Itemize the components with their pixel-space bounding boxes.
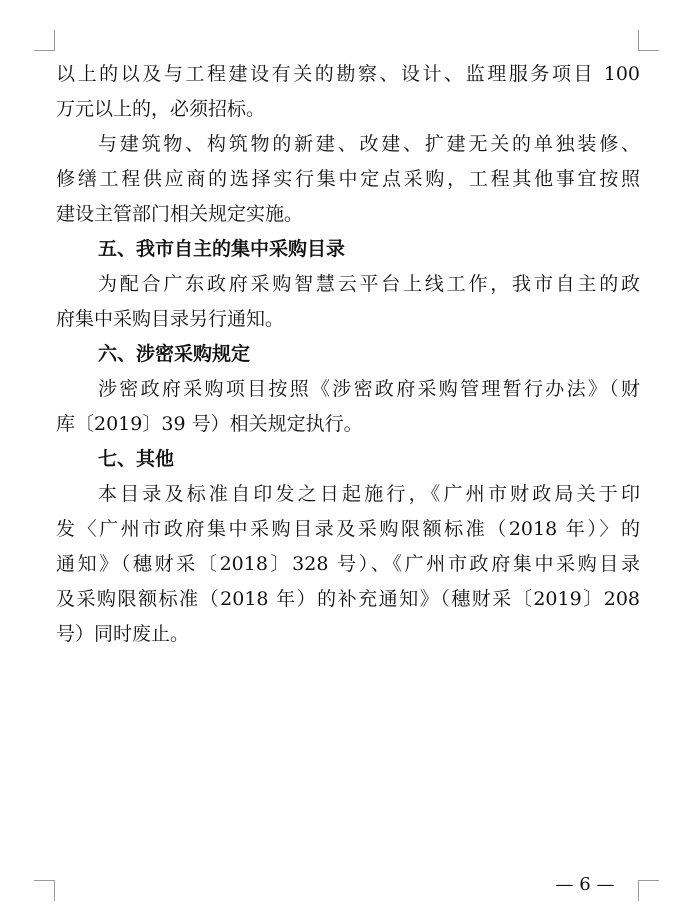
crop-mark-top-right — [638, 30, 659, 51]
paragraph-line: 万元以上的，必须招标。 — [56, 98, 266, 120]
section-heading-7: 七、其他 — [98, 448, 175, 470]
crop-mark-top-left — [34, 30, 55, 51]
paragraph-line: 涉密政府采购项目按照《涉密政府采购管理暂行办法》（财 — [98, 378, 640, 400]
section-heading-6: 六、涉密采购规定 — [98, 343, 251, 365]
paragraph-line: 建设主管部门相关规定实施。 — [56, 203, 304, 225]
paragraph-line: 号）同时废止。 — [56, 623, 190, 645]
paragraph-line: 本目录及标准自印发之日起施行，《广州市财政局关于印 — [98, 483, 640, 505]
paragraph-line: 通知》（穗财采〔2018〕328 号）、《广州市政府集中采购目录 — [56, 553, 640, 575]
crop-mark-bottom-right — [638, 880, 659, 901]
page-number: — 6 — — [555, 874, 615, 895]
paragraph-line: 为配合广东政府采购智慧云平台上线工作，我市自主的政 — [98, 273, 640, 295]
paragraph-line: 修缮工程供应商的选择实行集中定点采购，工程其他事宜按照 — [56, 168, 640, 190]
section-heading-5: 五、我市自主的集中采购目录 — [98, 238, 346, 260]
paragraph-line: 以上的以及与工程建设有关的勘察、设计、监理服务项目 100 — [56, 63, 640, 85]
paragraph-line: 库〔2019〕39 号）相关规定执行。 — [56, 413, 363, 435]
crop-mark-bottom-left — [34, 880, 55, 901]
paragraph-line: 府集中采购目录另行通知。 — [56, 308, 285, 330]
paragraph-line: 发〈广州市政府集中采购目录及采购限额标准（2018 年）〉的 — [56, 518, 640, 540]
paragraph-line: 及采购限额标准（2018 年）的补充通知》（穗财采〔2019〕208 — [56, 588, 640, 610]
paragraph-line: 与建筑物、构筑物的新建、改建、扩建无关的单独装修、 — [98, 133, 640, 155]
